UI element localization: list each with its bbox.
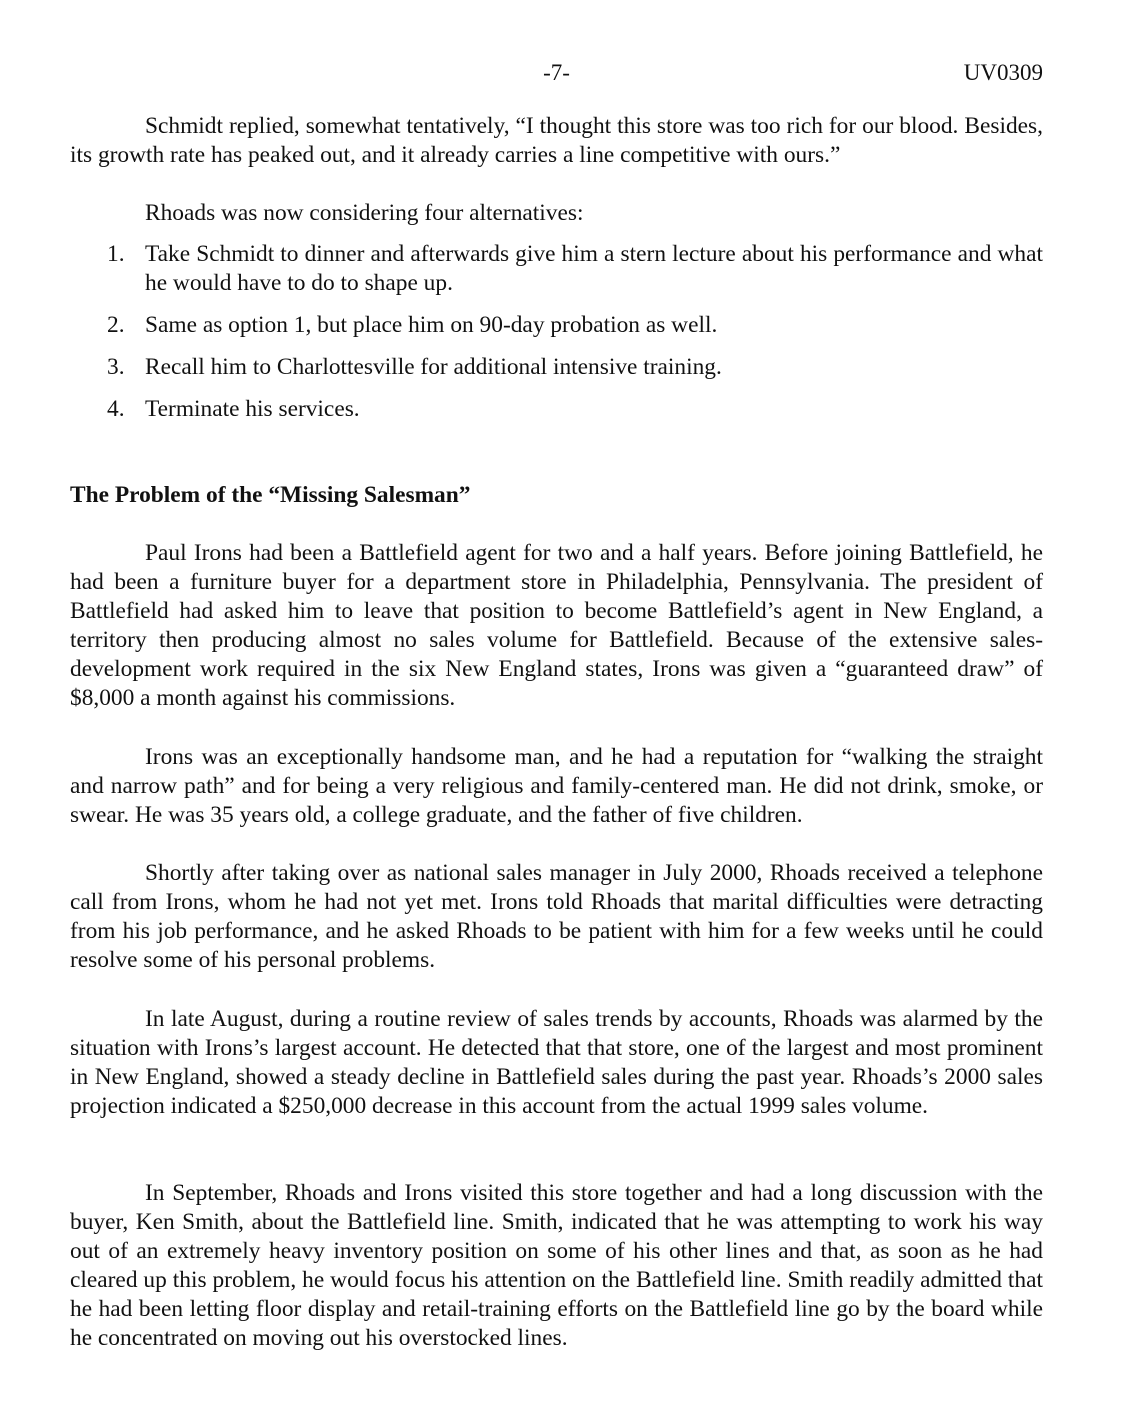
page-header [70,60,1043,88]
list-item-number: 3. [107,354,125,380]
page-number: -7- [543,60,570,85]
paragraph-sales-decline: In late August, during a routine review of sales trends by accounts, Rhoads was alarmed by the situation with Irons’s largest account. He detected that that store, one of the largest and most prominent in New England, showed a steady decline in Battlefield sales during the past year. Rhoads’s 2000 sales projection indicated a $250,000 decrease in this account from the actual 1999 sales volume. [70,1006,1043,1119]
list-item [70,395,1043,424]
document-code: UV0309 [963,60,1043,85]
section-heading: The Problem of the “Missing Salesman” [70,482,471,508]
list-item-number: 1. [107,241,125,267]
paragraph-irons-background: Paul Irons had been a Battlefield agent for two and a half years. Before joining Battlefield, he had been a furniture buyer for a department store in Philadelphia, Pennsylvania. The president of Battlefield had asked him to leave that position to become Battlefield’s agent in New England, a territory then producing almost no sales volume for Battlefield. Because of the extensive sales-development work required in the six New England states, Irons was given a “guaranteed draw” of $8,000 a month against his commissions. [70,540,1043,711]
list-item-number: 2. [107,312,125,338]
list-item-text: Terminate his services. [145,396,360,422]
list-item-text: Take Schmidt to dinner and afterwards give him a stern lecture about his performance and what he would have to do to shape up. [145,241,1043,296]
list-item [70,240,1043,298]
list-item [70,311,1043,340]
list-item [70,353,1043,382]
paragraph-alternatives-intro: Rhoads was now considering four alternatives: [145,200,584,226]
paragraph-store-visit: In September, Rhoads and Irons visited this store together and had a long discussion with the buyer, Ken Smith, about the Battlefield line. Smith, indicated that he was attempting to work his way out of an extremely heavy inventory position on some of his other lines and that, as soon as he had cleared up this problem, he would focus his attention on the Battlefield line. Smith readily admitted that he had been letting floor display and retail-training efforts on the Battlefield line go by the board while he concentrated on moving out his overstocked lines. [70,1180,1043,1351]
list-item-text: Same as option 1, but place him on 90-day probation as well. [145,312,718,338]
paragraph-irons-character: Irons was an exceptionally handsome man, and he had a reputation for “walking the straight and narrow path” and for being a very religious and family-centered man. He did not drink, smoke, or swear. He was 35 years old, a college graduate, and the father of five children. [70,744,1043,828]
list-item-number: 4. [107,396,125,422]
alternatives-list [70,240,1043,424]
list-item-text: Recall him to Charlottesville for additional intensive training. [145,354,722,380]
paragraph-phone-call: Shortly after taking over as national sales manager in July 2000, Rhoads received a telephone call from Irons, whom he had not yet met. Irons told Rhoads that marital difficulties were detracting from his job performance, and he asked Rhoads to be patient with him for a few weeks until he could resolve some of his personal problems. [70,860,1043,973]
paragraph-schmidt-reply: Schmidt replied, somewhat tentatively, “I thought this store was too rich for our blood. Besides, its growth rate has peaked out, and it already carries a line competitive with ours.” [70,113,1043,168]
